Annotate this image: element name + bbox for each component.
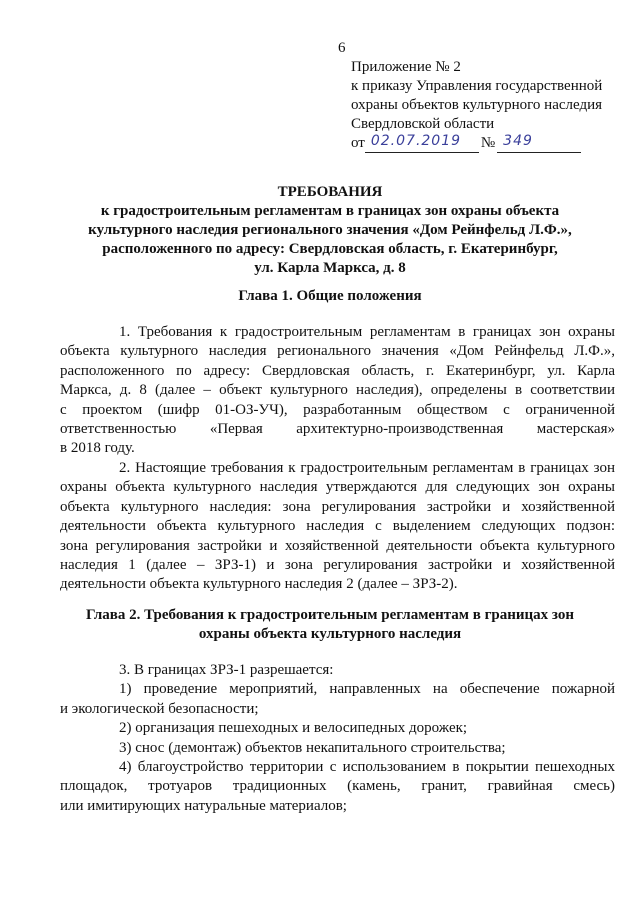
text-line: 3. В границах ЗРЗ-1 разрешается: <box>119 662 334 678</box>
text-line: зона регулирования застройки и хозяйственной деятельности объекта культурного <box>60 537 615 554</box>
order-number: 349 <box>503 133 533 149</box>
list-item-2: 2) организация пешеходных и велосипедных дорожек; <box>119 720 468 737</box>
order-number-label: № <box>480 135 496 151</box>
document-title <box>60 183 600 278</box>
text-line: 1. Требования к градостроительным регламентам в границах зон охраны <box>119 324 615 340</box>
chapter-2-heading <box>60 606 600 644</box>
paragraph-1 <box>60 323 615 459</box>
paragraph-2 <box>60 459 615 595</box>
text-line: в 2018 году. <box>60 440 135 457</box>
heading-line: охраны объекта культурного наследия <box>198 626 462 642</box>
order-date-field <box>365 135 479 153</box>
list-item-1: 1) проведение мероприятий, направленных на обеспечение пожарной <box>119 681 615 698</box>
title-line: культурного наследия регионального значения «Дом Рейнфельд Л.Ф.», <box>88 222 572 238</box>
order-from-label: от <box>351 135 365 151</box>
text-line: деятельности объекта культурного наследия с выделением следующих подзон: <box>60 518 615 535</box>
appendix-line: охраны объектов культурного наследия <box>351 97 603 113</box>
text-line: расположенного по адресу: Свердловская область, г. Екатеринбург, ул. Карла <box>60 362 615 379</box>
text-line: и экологической безопасности; <box>60 700 259 717</box>
appendix-line: к приказу Управления государственной <box>351 78 603 94</box>
text-line: ответственностью «Первая архитектурно-производственная мастерская» <box>60 421 615 438</box>
chapter-1-heading <box>60 287 600 306</box>
title-line: расположенного по адресу: Свердловская область, г. Екатеринбург, <box>102 241 558 257</box>
title-line: ТРЕБОВАНИЯ <box>277 184 383 200</box>
text-line: наследия 1 (далее – ЗРЗ-1) и зона регулирования застройки и хозяйственной <box>60 557 615 574</box>
text-line: площадок, тротуаров традиционных (камень, гранит, гравийная смесь) <box>60 778 615 795</box>
paragraph-3 <box>60 661 615 816</box>
text-line: объекта культурного наследия: зона регулирования застройки и хозяйственной <box>60 498 615 515</box>
order-reference <box>351 134 640 153</box>
text-line: охраны объекта культурного наследия утверждаются для следующих зон охраны <box>60 479 615 496</box>
appendix-line: Свердловской области <box>351 116 495 132</box>
text-line: деятельности объекта культурного наследия 2 (далее – ЗРЗ-2). <box>60 576 458 593</box>
text-line: 2. Настоящие требования к градостроительным регламентам в границах зон <box>119 460 615 476</box>
heading-line: Глава 2. Требования к градостроительным регламентам в границах зон <box>85 607 575 623</box>
page-number: 6 <box>338 40 346 56</box>
text-line: с проектом (шифр 01-ОЗ-УЧ), разработанным обществом с ограниченной <box>60 401 615 418</box>
heading-line: Глава 1. Общие положения <box>238 288 422 304</box>
appendix-line: Приложение № 2 <box>351 59 461 75</box>
appendix-header <box>351 58 640 153</box>
text-line: или имитирующих натуральные материалов; <box>60 797 347 814</box>
order-date: 02.07.2019 <box>370 133 462 149</box>
list-item-4: 4) благоустройство территории с использованием в покрытии пешеходных <box>119 759 615 776</box>
title-line: ул. Карла Маркса, д. 8 <box>254 260 406 276</box>
list-item-3: 3) снос (демонтаж) объектов некапитального строительства; <box>119 739 506 756</box>
order-number-field <box>497 135 581 153</box>
title-line: к градостроительным регламентам в границах зон охраны объекта <box>100 203 560 219</box>
text-line: Маркса, д. 8 (далее – объект культурного наследия), определены в соответствии <box>60 382 615 399</box>
text-line: объекта культурного наследия регионального значения «Дом Рейнфельд Л.Ф.», <box>60 343 615 360</box>
